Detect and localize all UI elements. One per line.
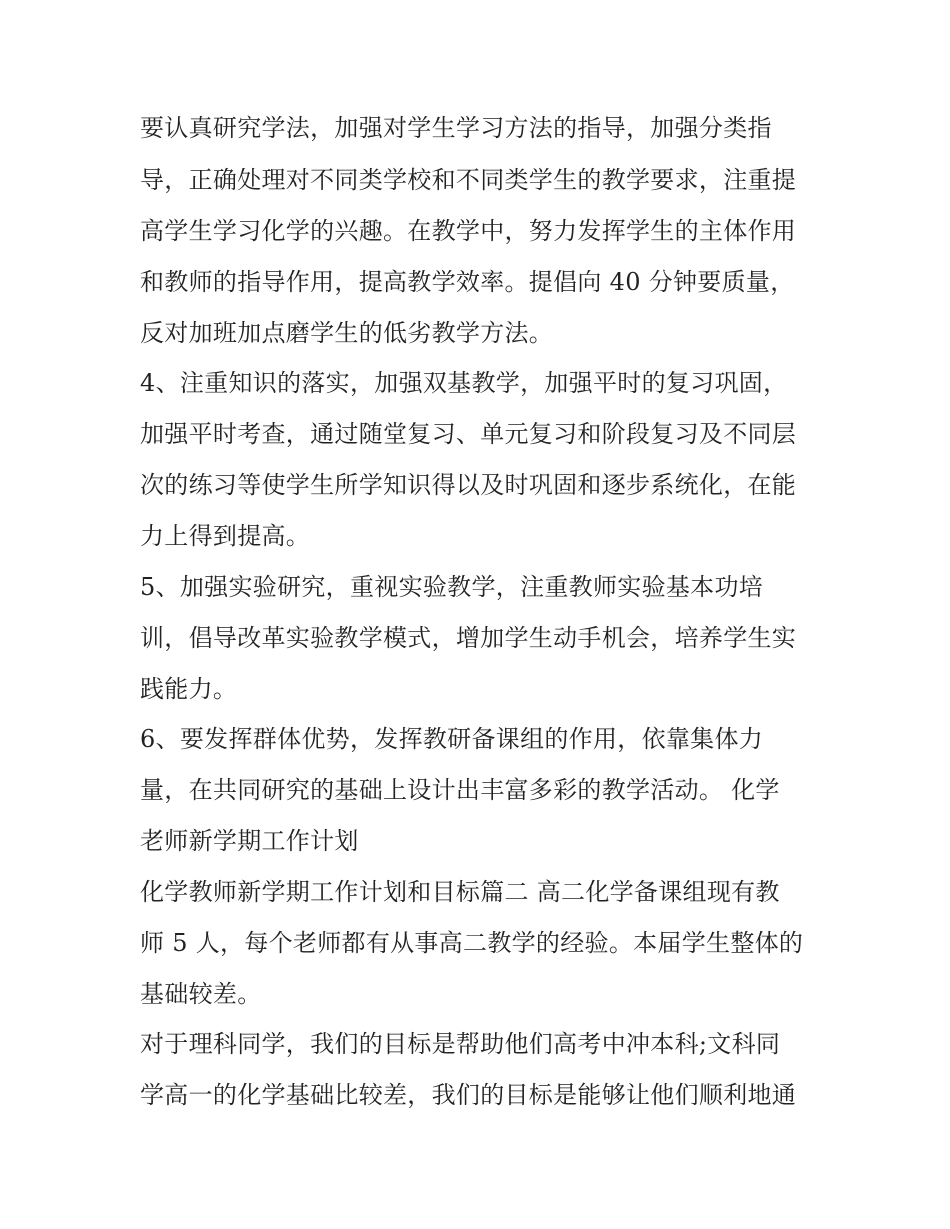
text-line: 力上得到提高。 <box>140 522 311 550</box>
text-line: 化学教师新学期工作计划和目标篇二 高二化学备课组现有教 <box>140 878 780 906</box>
text-line: 量，在共同研究的基础上设计出丰富多彩的教学活动。 化学 <box>140 776 780 804</box>
text-line: 要认真研究学法，加强对学生学习方法的指导，加强分类指 <box>140 114 772 142</box>
text-line: 4、注重知识的落实，加强双基教学，加强平时的复习巩固， <box>140 369 788 397</box>
text-line: 加强平时考查，通过随堂复习、单元复习和阶段复习及不同层 <box>140 420 797 448</box>
text-line: 5、加强实验研究，重视实验教学，注重教师实验基本功培 <box>140 573 764 601</box>
text-line: 高学生学习化学的兴趣。在教学中，努力发挥学生的主体作用 <box>140 217 797 245</box>
text-line: 践能力。 <box>140 675 238 703</box>
text-line: 对于理科同学，我们的目标是帮助他们高考中冲本科;文科同 <box>140 1030 781 1058</box>
text-line: 和教师的指导作用，提高教学效率。提倡向 40 分钟要质量， <box>140 268 795 296</box>
text-line: 次的练习等使学生所学知识得以及时巩固和逐步系统化，在能 <box>140 471 797 499</box>
text-line: 学高一的化学基础比较差，我们的目标是能够让他们顺利地通 <box>140 1081 797 1109</box>
text-line: 师 5 人，每个老师都有从事高二教学的经验。本届学生整体的 <box>140 929 804 957</box>
text-line: 导，正确处理对不同类学校和不同类学生的教学要求，注重提 <box>140 166 797 194</box>
text-line: 训，倡导改革实验教学模式，增加学生动手机会，培养学生实 <box>140 624 797 652</box>
text-line: 6、要发挥群体优势，发挥教研备课组的作用，依靠集体力 <box>140 725 764 753</box>
text-line: 反对加班加点磨学生的低劣教学方法。 <box>140 319 554 347</box>
text-line: 老师新学期工作计划 <box>140 827 359 855</box>
text-line: 基础较差。 <box>140 980 262 1008</box>
